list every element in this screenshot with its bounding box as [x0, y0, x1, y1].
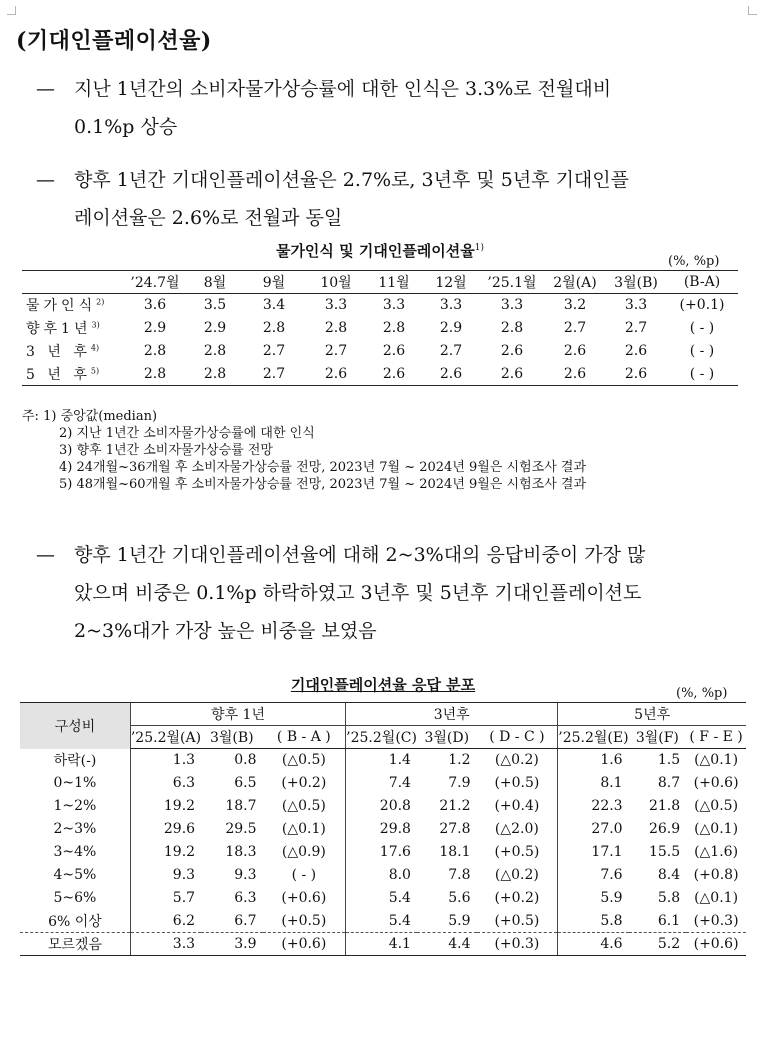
row-label: 모르겠음 — [20, 933, 130, 956]
cell: (+0.8) — [693, 867, 739, 883]
cell: (+0.5) — [477, 841, 558, 864]
cell: 3.3 — [382, 297, 406, 314]
cell: 18.1 — [439, 844, 471, 860]
table-expected-inflation-distribution — [20, 702, 746, 956]
cell: 9.3 — [234, 867, 257, 883]
cell: 6.1 — [657, 912, 681, 929]
cell: 2.8 — [203, 365, 227, 382]
cell: 6.2 — [172, 912, 196, 929]
cell: 2.8 — [143, 343, 167, 359]
cell: (+0.6) — [263, 887, 346, 910]
cell: 0.8 — [234, 752, 257, 769]
cell: (+0.1) — [679, 297, 725, 314]
cell: 21.2 — [439, 798, 471, 814]
table2-corner-label: 구성비 — [20, 703, 130, 749]
cell: 2.9 — [143, 320, 167, 336]
table1-col-header: 3월(B) — [606, 271, 666, 294]
bullet-paragraph — [36, 161, 746, 237]
table-row — [20, 772, 746, 795]
row-label: 5 년 후$^{5)}$ — [26, 366, 100, 383]
bullet-line: 지난 1년간의 소비자물가상승률에 대한 인식은 3.3%로 전월대비 — [74, 78, 612, 100]
table-row — [20, 864, 746, 887]
row-label: 3 년 후$^{4)}$ — [26, 343, 100, 360]
table2-subcol-header: ( B - A ) — [263, 726, 346, 749]
table1-col-header: 11월 — [366, 271, 422, 294]
page-corner-mark — [748, 6, 757, 15]
table1-col-header: 9월 — [242, 271, 306, 294]
cell: 6.3 — [172, 775, 196, 791]
cell: (△0.1) — [694, 752, 739, 769]
row-label: 0~1% — [20, 772, 130, 795]
row-label: 향후1년$^{3)}$ — [26, 320, 100, 337]
cell: 27.8 — [439, 821, 471, 837]
cell: 2.6 — [500, 365, 524, 382]
cell: (+0.5) — [477, 910, 558, 933]
cell: 1.5 — [657, 752, 681, 769]
cell: 2.6 — [500, 343, 524, 359]
cell: 2.6 — [563, 365, 587, 382]
cell: 27.0 — [591, 821, 623, 837]
cell: (△0.5) — [694, 798, 739, 814]
table-row — [20, 818, 746, 841]
cell: (+0.6) — [686, 933, 746, 956]
cell: 5.4 — [388, 912, 411, 929]
cell: 26.9 — [648, 821, 681, 837]
cell: 15.5 — [648, 844, 681, 860]
cell: 3.2 — [563, 297, 587, 314]
cell: 5.9 — [600, 890, 623, 906]
table1-col-header: 2월(A) — [544, 271, 606, 294]
table-row — [22, 363, 738, 386]
table-row — [22, 340, 738, 363]
cell: 3.3 — [324, 297, 348, 314]
table1-col-header: ’25.1월 — [480, 271, 544, 294]
cell: (△0.1) — [263, 818, 346, 841]
cell: 8.0 — [388, 867, 411, 883]
bullet-line: 았으며 비중은 0.1%p 하락하였고 3년후 및 5년후 기대인플레이션도 — [74, 582, 642, 604]
cell: 2.6 — [563, 343, 587, 359]
row-label: 5~6% — [20, 887, 130, 910]
cell: 3.3 — [130, 933, 201, 956]
footnote: 주: 1) 중앙값(median) — [22, 409, 158, 424]
cell: (△0.1) — [694, 821, 739, 837]
cell: 4.4 — [417, 933, 477, 956]
row-label: 4~5% — [20, 864, 130, 887]
cell: 1.3 — [172, 752, 196, 769]
cell: 2.6 — [624, 365, 648, 382]
bullet-dash: — — [36, 78, 55, 100]
cell: 3.3 — [624, 297, 648, 314]
table2-group-header: 5년후 — [558, 703, 746, 726]
cell: 18.3 — [225, 844, 257, 860]
cell: 2.8 — [203, 343, 227, 359]
page-corner-mark — [7, 6, 16, 15]
table-row — [20, 933, 746, 956]
cell: 18.7 — [225, 798, 257, 814]
cell: (+0.2) — [263, 772, 346, 795]
cell: 2.8 — [262, 320, 286, 336]
cell: 2.6 — [624, 343, 648, 359]
cell: 2.7 — [624, 320, 648, 336]
cell: (+0.6) — [263, 933, 346, 956]
footnote: 2) 지난 1년간 소비자물가상승률에 대한 인식 — [59, 426, 315, 441]
table-price-perception — [22, 270, 738, 386]
cell: 8.7 — [657, 775, 681, 791]
cell: 7.8 — [448, 867, 471, 883]
table2-subcol-header: ( F - E ) — [686, 726, 746, 749]
table2-subcol-header: 3월(D) — [417, 726, 477, 749]
cell: ( - ) — [689, 320, 715, 336]
cell: (△0.2) — [477, 864, 558, 887]
bullet-line: 2~3%대가 가장 높은 비중을 보였음 — [74, 620, 377, 642]
section-title: (기대인플레이션율) — [16, 28, 212, 54]
cell: 29.5 — [225, 821, 257, 837]
cell: (△0.9) — [263, 841, 346, 864]
cell: 5.2 — [629, 933, 687, 956]
table1-title: 물가인식 및 기대인플레이션율$^{1)}$ — [275, 242, 485, 260]
table-row — [22, 317, 738, 340]
row-label: 물가인식$^{2)}$ — [26, 297, 105, 315]
cell: 3.4 — [262, 297, 286, 314]
cell: 6.5 — [234, 775, 257, 791]
cell: 3.3 — [439, 297, 463, 314]
cell: (+0.2) — [477, 887, 558, 910]
cell: 5.7 — [172, 890, 196, 906]
cell: 8.4 — [657, 867, 681, 883]
cell: 7.6 — [600, 867, 623, 883]
cell: 3.6 — [143, 297, 167, 314]
cell: 3.3 — [500, 297, 524, 314]
table2-subcol-header: ’25.2월(C) — [346, 726, 417, 749]
bullet-dash: — — [36, 544, 55, 566]
cell: (△0.5) — [263, 749, 346, 772]
cell: 29.6 — [163, 821, 196, 837]
cell: 2.6 — [439, 365, 463, 382]
table1-col-header: (B-A) — [666, 271, 738, 294]
cell: 6.7 — [234, 912, 257, 929]
footnotes — [22, 408, 586, 493]
footnote: 3) 향후 1년간 소비자물가상승률 전망 — [59, 443, 273, 458]
row-label: 2~3% — [20, 818, 130, 841]
cell: (+0.3) — [693, 912, 739, 929]
cell: 29.8 — [379, 821, 411, 837]
cell: 4.6 — [558, 933, 629, 956]
cell: (+0.4) — [477, 795, 558, 818]
cell: 17.6 — [379, 844, 411, 860]
table1-col-header: ’24.7월 — [122, 271, 188, 294]
cell: 9.3 — [172, 867, 196, 883]
bullet-line: 레이션율은 2.6%로 전월과 동일 — [74, 207, 343, 229]
table-row — [22, 294, 738, 317]
cell: ( - ) — [689, 343, 715, 359]
bullet-line: 향후 1년간 기대인플레이션율에 대해 2~3%대의 응답비중이 가장 많 — [74, 544, 646, 566]
cell: 3.5 — [203, 297, 227, 314]
table2-unit: (%, %p) — [676, 686, 728, 701]
table-row — [20, 749, 746, 772]
footnote: 5) 48개월~60개월 후 소비자물가상승률 전망, 2023년 7월 ~ 2024년 9월은 시험조사 결과 — [59, 477, 587, 492]
table2-subcol-header: 3월(F) — [629, 726, 687, 749]
cell: 2.8 — [500, 320, 524, 336]
cell: 2.9 — [203, 320, 227, 336]
table1-col-header: 12월 — [422, 271, 480, 294]
cell: ( - ) — [263, 864, 346, 887]
table-row — [20, 795, 746, 818]
table2-group-header: 향후 1년 — [130, 703, 345, 726]
cell: (+0.3) — [477, 933, 558, 956]
cell: 2.6 — [324, 365, 348, 382]
bullet-line: 0.1%p 상승 — [74, 116, 178, 138]
cell: 5.8 — [600, 912, 623, 929]
cell: 21.8 — [648, 798, 681, 814]
row-label: 3~4% — [20, 841, 130, 864]
table2-title: 기대인플레이션율 응답 분포 — [290, 676, 476, 694]
table2-subcol-header: ( D - C ) — [477, 726, 558, 749]
cell: 2.6 — [382, 343, 406, 359]
bullet-paragraph — [36, 536, 746, 650]
cell: 5.6 — [448, 890, 471, 906]
cell: 5.9 — [448, 912, 471, 929]
cell: 2.8 — [382, 320, 406, 336]
cell: ( - ) — [689, 365, 715, 382]
cell: (+0.5) — [477, 772, 558, 795]
cell: 1.2 — [448, 752, 471, 769]
cell: 2.7 — [324, 343, 348, 359]
row-label: 6% 이상 — [20, 910, 130, 933]
table2-subcol-header: 3월(B) — [201, 726, 262, 749]
cell: (△0.2) — [477, 749, 558, 772]
cell: 2.6 — [382, 365, 406, 382]
table2-subcol-header: ’25.2월(E) — [558, 726, 629, 749]
cell: 4.1 — [346, 933, 417, 956]
cell: 6.3 — [234, 890, 257, 906]
table-row — [20, 887, 746, 910]
table1-col-header: 10월 — [306, 271, 366, 294]
cell: 2.8 — [143, 365, 167, 382]
table1-col-header: 8월 — [188, 271, 242, 294]
cell: 1.4 — [388, 752, 411, 769]
cell: 2.8 — [324, 320, 348, 336]
table-row — [20, 910, 746, 933]
table-row — [20, 841, 746, 864]
cell: 2.7 — [439, 343, 463, 359]
cell: 1.6 — [600, 752, 623, 769]
table2-subcol-header: ’25.2월(A) — [130, 726, 201, 749]
cell: 2.7 — [563, 320, 587, 336]
bullet-line: 향후 1년간 기대인플레이션율은 2.7%로, 3년후 및 5년후 기대인플 — [74, 169, 629, 191]
cell: 2.9 — [439, 320, 463, 336]
row-label: 하락(-) — [20, 749, 130, 772]
cell: 22.3 — [591, 798, 623, 814]
cell: 19.2 — [163, 798, 196, 814]
cell: (+0.6) — [693, 775, 739, 791]
cell: 20.8 — [379, 798, 411, 814]
cell: (△0.5) — [263, 795, 346, 818]
cell: 7.9 — [448, 775, 471, 791]
table1-unit: (%, %p) — [668, 254, 720, 269]
cell: 7.4 — [388, 775, 411, 791]
cell: 8.1 — [600, 775, 623, 791]
cell: 5.8 — [657, 890, 681, 906]
cell: 17.1 — [591, 844, 623, 860]
cell: 2.7 — [262, 343, 286, 359]
bullet-dash: — — [36, 169, 55, 191]
cell: 5.4 — [388, 890, 411, 906]
table1-header-blank — [22, 271, 122, 294]
cell: 2.7 — [262, 365, 286, 382]
cell: 19.2 — [163, 844, 196, 860]
cell: (△2.0) — [477, 818, 558, 841]
row-label: 1~2% — [20, 795, 130, 818]
cell: (△0.1) — [694, 890, 739, 906]
footnote: 4) 24개월~36개월 후 소비자물가상승률 전망, 2023년 7월 ~ 2024년 9월은 시험조사 결과 — [59, 460, 587, 475]
cell: (+0.5) — [263, 910, 346, 933]
cell: 3.9 — [201, 933, 262, 956]
bullet-paragraph — [36, 70, 746, 146]
table2-group-header: 3년후 — [346, 703, 558, 726]
cell: (△1.6) — [694, 844, 739, 860]
